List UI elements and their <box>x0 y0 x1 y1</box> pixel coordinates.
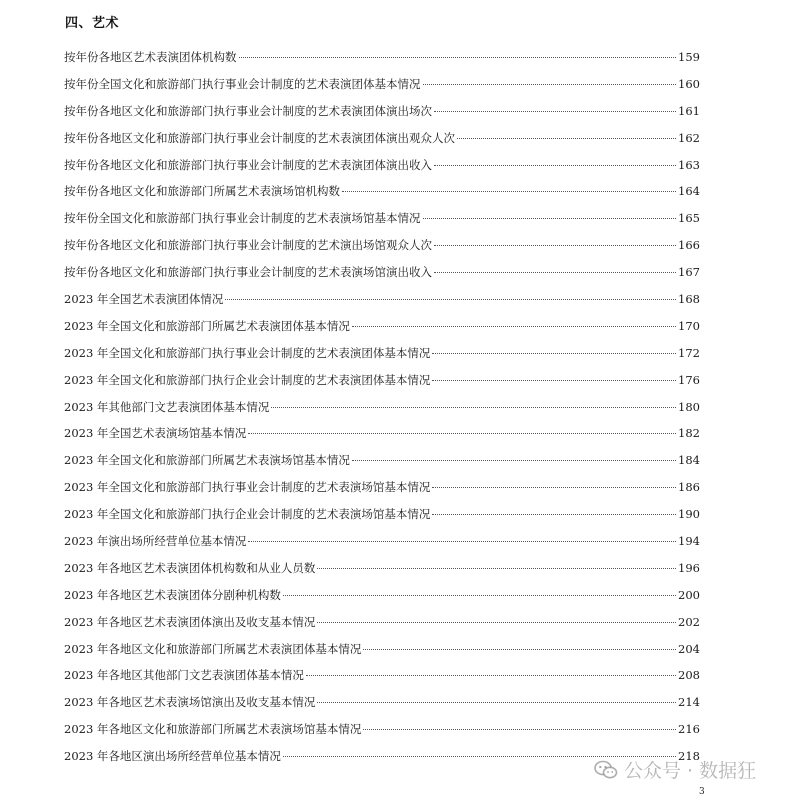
toc-entry-page-number: 208 <box>678 668 700 683</box>
toc-entry-page-number: 204 <box>678 641 700 656</box>
toc-entry[interactable] <box>64 286 700 313</box>
toc-entry-page-number: 182 <box>678 426 700 441</box>
toc-entry-page-number: 196 <box>678 560 700 575</box>
toc-entry[interactable] <box>64 716 700 743</box>
toc-entry-page-number: 218 <box>678 749 700 764</box>
dot-leader <box>283 595 676 596</box>
dot-leader <box>352 460 676 461</box>
toc-entry[interactable] <box>64 71 700 98</box>
dot-leader <box>306 675 676 676</box>
dot-leader <box>248 541 676 542</box>
toc-entry[interactable] <box>64 528 700 555</box>
toc-entry-page-number: 168 <box>678 292 700 307</box>
toc-entry-page-number: 161 <box>678 103 700 118</box>
toc-entry[interactable] <box>64 125 700 152</box>
toc-entry[interactable] <box>64 420 700 447</box>
toc-entry[interactable] <box>64 662 700 689</box>
toc-entry[interactable] <box>64 689 700 716</box>
toc-entry-page-number: 170 <box>678 318 700 333</box>
toc-entry[interactable] <box>64 555 700 582</box>
dot-leader <box>225 299 676 300</box>
toc-entry-title: 2023 年各地区演出场所经营单位基本情况 <box>64 749 281 764</box>
table-of-contents <box>64 44 700 770</box>
dot-leader <box>434 272 676 273</box>
toc-entry-title: 2023 年全国文化和旅游部门所属艺术表演团体基本情况 <box>64 318 350 333</box>
dot-leader <box>432 514 676 515</box>
dot-leader <box>434 165 676 166</box>
toc-entry[interactable] <box>64 152 700 179</box>
toc-entry-page-number: 214 <box>678 695 700 710</box>
dot-leader <box>317 622 676 623</box>
toc-entry-page-number: 164 <box>678 184 700 199</box>
toc-entry-title: 按年份全国文化和旅游部门执行事业会计制度的艺术表演团体基本情况 <box>64 76 421 91</box>
toc-entry-title: 2023 年各地区其他部门文艺表演团体基本情况 <box>64 668 304 683</box>
toc-entry-page-number: 166 <box>678 238 700 253</box>
toc-entry-page-number: 194 <box>678 534 700 549</box>
dot-leader <box>423 218 677 219</box>
toc-entry-title: 按年份全国文化和旅游部门执行事业会计制度的艺术表演场馆基本情况 <box>64 211 421 226</box>
toc-entry-page-number: 167 <box>678 265 700 280</box>
toc-entry-title: 按年份各地区文化和旅游部门执行事业会计制度的艺术演出场馆观众人次 <box>64 238 432 253</box>
dot-leader <box>363 729 676 730</box>
toc-entry-page-number: 163 <box>678 157 700 172</box>
watermark-text: 公众号 · 数据狂 <box>624 760 757 782</box>
section-heading: 四、艺术 <box>65 16 120 31</box>
toc-entry-title: 按年份各地区文化和旅游部门执行事业会计制度的艺术表演团体演出观众人次 <box>64 130 455 145</box>
toc-entry[interactable] <box>64 394 700 421</box>
toc-entry-page-number: 162 <box>678 130 700 145</box>
toc-entry-title: 按年份各地区文化和旅游部门执行事业会计制度的艺术表演场馆演出收入 <box>64 265 432 280</box>
toc-entry-title: 2023 年全国文化和旅游部门执行事业会计制度的艺术表演团体基本情况 <box>64 345 431 360</box>
dot-leader <box>434 111 676 112</box>
toc-entry[interactable] <box>64 474 700 501</box>
toc-entry-title: 2023 年全国艺术表演团体情况 <box>64 292 224 307</box>
dot-leader <box>432 487 676 488</box>
toc-entry-page-number: 186 <box>678 480 700 495</box>
dot-leader <box>432 380 676 381</box>
toc-entry[interactable] <box>64 447 700 474</box>
wechat-icon <box>594 760 618 780</box>
toc-entry-title: 2023 年各地区艺术表演团体演出及收支基本情况 <box>64 614 316 629</box>
dot-leader <box>239 57 677 58</box>
toc-entry-title: 2023 年其他部门文艺表演团体基本情况 <box>64 399 270 414</box>
toc-entry[interactable] <box>64 259 700 286</box>
toc-entry-title: 2023 年各地区文化和旅游部门所属艺术表演团体基本情况 <box>64 641 362 656</box>
toc-entry-title: 2023 年各地区艺术表演团体分剧种机构数 <box>64 587 281 602</box>
toc-entry[interactable] <box>64 636 700 663</box>
toc-entry[interactable] <box>64 98 700 125</box>
toc-entry[interactable] <box>64 178 700 205</box>
toc-entry-title: 按年份各地区文化和旅游部门所属艺术表演场馆机构数 <box>64 184 340 199</box>
toc-entry-title: 2023 年全国文化和旅游部门执行企业会计制度的艺术表演团体基本情况 <box>64 372 431 387</box>
toc-entry-page-number: 160 <box>678 76 700 91</box>
toc-entry-page-number: 202 <box>678 614 700 629</box>
page-number: 3 <box>699 787 705 797</box>
toc-entry-title: 2023 年各地区艺术表演团体机构数和从业人员数 <box>64 560 316 575</box>
toc-entry-page-number: 190 <box>678 507 700 522</box>
toc-entry-title: 按年份各地区艺术表演团体机构数 <box>64 50 237 64</box>
toc-entry-page-number: 200 <box>678 587 700 602</box>
toc-entry-title: 2023 年全国艺术表演场馆基本情况 <box>64 426 247 441</box>
toc-entry-page-number: 184 <box>678 453 700 468</box>
toc-entry-title: 2023 年各地区艺术表演场馆演出及收支基本情况 <box>64 695 316 710</box>
dot-leader <box>271 407 676 408</box>
toc-entry-page-number: 165 <box>678 211 700 226</box>
dot-leader <box>423 84 677 85</box>
toc-entry-page-number: 176 <box>678 372 700 387</box>
toc-entry-title: 2023 年演出场所经营单位基本情况 <box>64 534 247 549</box>
toc-entry-title: 2023 年各地区文化和旅游部门所属艺术表演场馆基本情况 <box>64 722 362 737</box>
toc-entry[interactable] <box>64 609 700 636</box>
toc-entry[interactable] <box>64 367 700 394</box>
toc-entry[interactable] <box>64 340 700 367</box>
toc-entry[interactable] <box>64 44 700 71</box>
toc-entry[interactable] <box>64 232 700 259</box>
watermark <box>594 756 756 783</box>
toc-entry-title: 按年份各地区文化和旅游部门执行事业会计制度的艺术表演团体演出收入 <box>64 157 432 172</box>
toc-entry-title: 2023 年全国文化和旅游部门所属艺术表演场馆基本情况 <box>64 453 350 468</box>
dot-leader <box>342 191 676 192</box>
toc-entry[interactable] <box>64 205 700 232</box>
dot-leader <box>457 138 676 139</box>
toc-entry-title: 2023 年全国文化和旅游部门执行企业会计制度的艺术表演场馆基本情况 <box>64 507 431 522</box>
toc-entry-page-number: 216 <box>678 722 700 737</box>
dot-leader <box>434 245 676 246</box>
dot-leader <box>432 353 676 354</box>
toc-entry-title: 按年份各地区文化和旅游部门执行事业会计制度的艺术表演团体演出场次 <box>64 103 432 118</box>
toc-entry-page-number: 159 <box>678 50 700 64</box>
toc-entry-title: 2023 年全国文化和旅游部门执行事业会计制度的艺术表演场馆基本情况 <box>64 480 431 495</box>
dot-leader <box>248 433 676 434</box>
toc-entry[interactable] <box>64 501 700 528</box>
toc-entry-page-number: 172 <box>678 345 700 360</box>
dot-leader <box>317 568 676 569</box>
dot-leader <box>363 649 676 650</box>
toc-entry-page-number: 180 <box>678 399 700 414</box>
toc-entry[interactable] <box>64 313 700 340</box>
toc-entry[interactable] <box>64 582 700 609</box>
dot-leader <box>317 702 676 703</box>
dot-leader <box>352 326 676 327</box>
